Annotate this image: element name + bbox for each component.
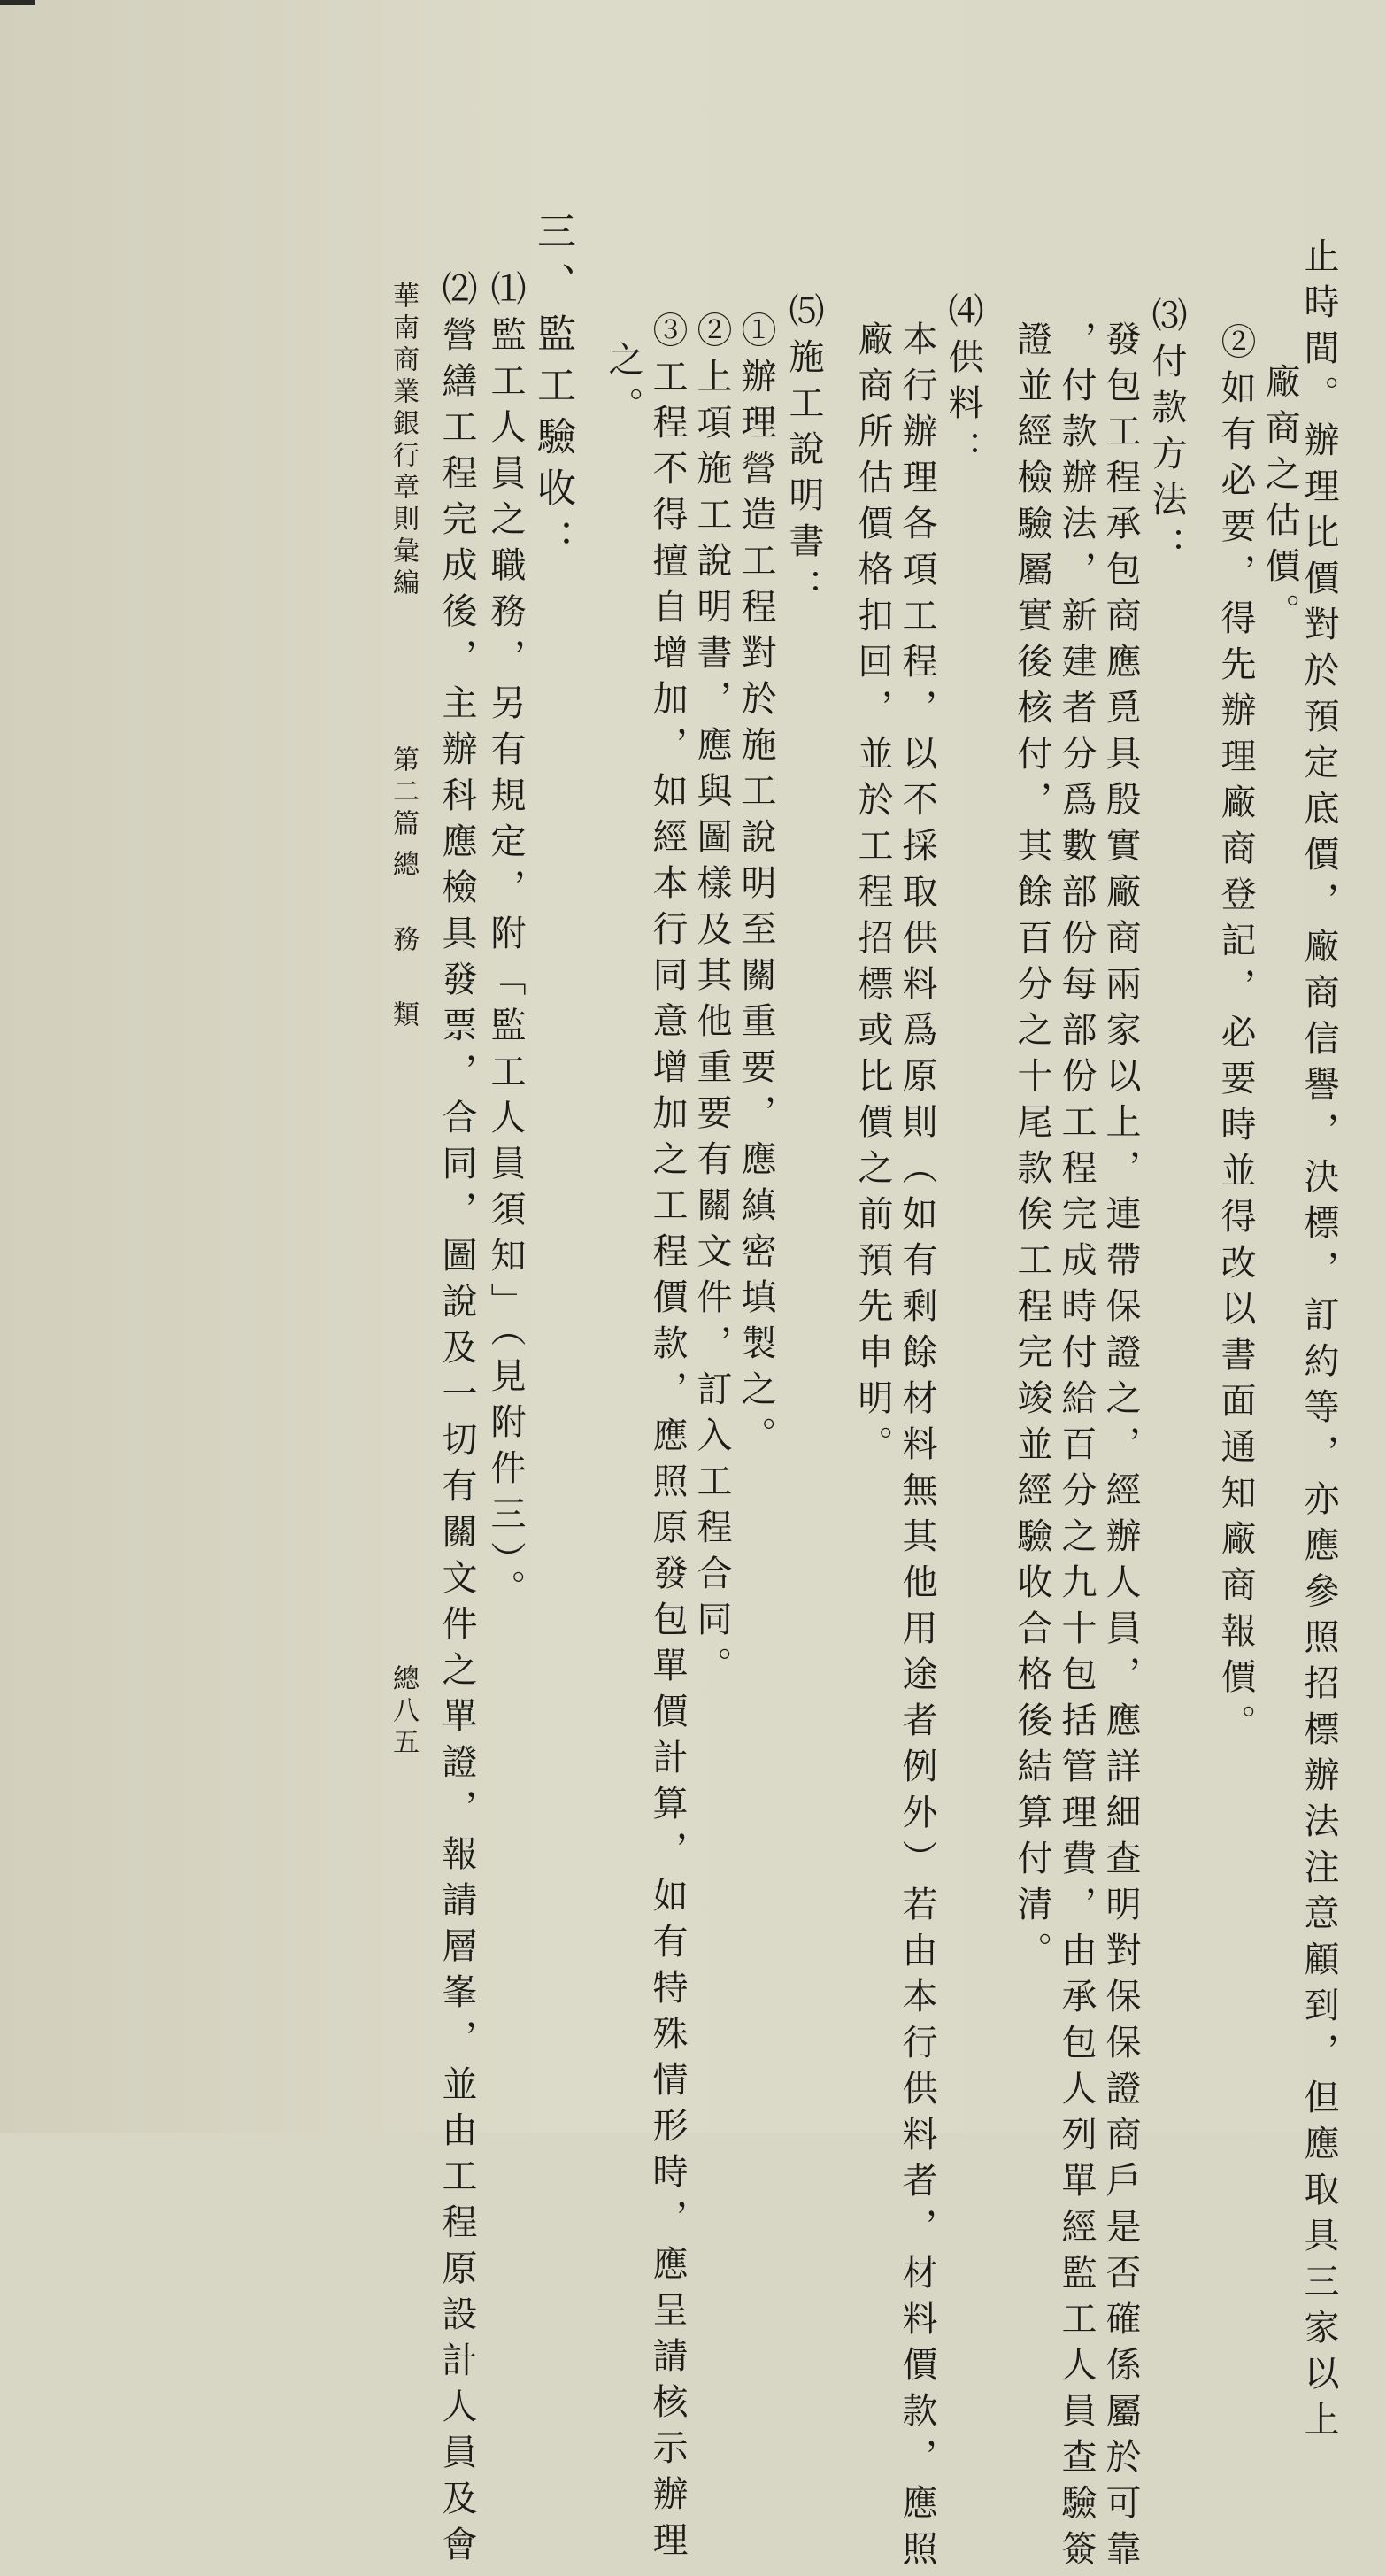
text-column-18: ⑵營繕工程完成後，主辦科應檢具發票，合同，圖說及一切有關文件之單證，報請層峯，並由工程原設計人員及會 [436, 270, 477, 2572]
spec-heading: ⑸施工說明書： [783, 292, 824, 614]
text-column-2: 廠商之估價。 [1259, 363, 1300, 639]
footer-category-3: 類 [388, 1000, 419, 1032]
supply-heading: ⑷供料： [943, 292, 983, 476]
scan-corner-mark [0, 0, 35, 5]
footer-category-1: 總 [388, 850, 419, 882]
text-column-17: ⑴監工人員之職務，另有規定，附「監工人員須知」（見附件三）。 [485, 270, 526, 1616]
text-column-5: 發包工程承包商應覓具殷實廠商兩家以上，連帶保證之，經辦人員，應詳細查明對保保證商戶是否確係屬於可靠 [1100, 320, 1141, 2576]
text-column-13: ②上項施工說明書，應與圖樣及其他重要有關文件，訂入工程合同。 [691, 312, 732, 1693]
text-column-15: 之。 [603, 341, 643, 433]
text-column-6: ，付款辦法，新建者分爲數部份每部份工程完成時付給百分之九十包括管理費，由承包人列單經監工人員查驗簽 [1056, 320, 1097, 2576]
section-heading-supervision: 三、監工驗收： [530, 211, 575, 570]
footer-section: 第二篇 [388, 745, 419, 841]
footer-book-title: 華南商業銀行章則彙編 [388, 282, 419, 600]
text-column-10: 廠商所估價格扣回，並於工程招標或比價之前預先申明。 [852, 320, 893, 1471]
text-column-12: ①辦理營造工程對於施工說明至關重要，應縝密填製之。 [735, 312, 776, 1462]
footer-page-number: 總八五 [388, 1664, 419, 1760]
footer-category-2: 務 [388, 925, 419, 957]
text-column-1: 止時間。辦理比價對於預定底價，廠商信譽，決標，訂約等，亦應參照招標辦法注意顧到，但應取具三家以上 [1298, 237, 1339, 2447]
text-column-3: ②如有必要，得先辦理廠商登記，必要時並得改以書面通知廠商報價。 [1215, 323, 1256, 1750]
text-column-14: ③工程不得擅自增加，如經本行同意增加之工程價款，應照原發包單價計算，如有特殊情形時，應呈請核示辦理 [647, 312, 688, 2567]
text-column-7: 證並經檢驗屬實後核付，其餘百分之十尾款俟工程完竣並經驗收合格後結算付清。 [1012, 320, 1052, 1978]
text-column-9: 本行辦理各項工程，以不採取供料爲原則（如有剩餘材料無其他用途者例外）若由本行供料者，材料價款，應照 [897, 320, 937, 2576]
payment-heading: ⑶付款方法： [1146, 297, 1187, 573]
